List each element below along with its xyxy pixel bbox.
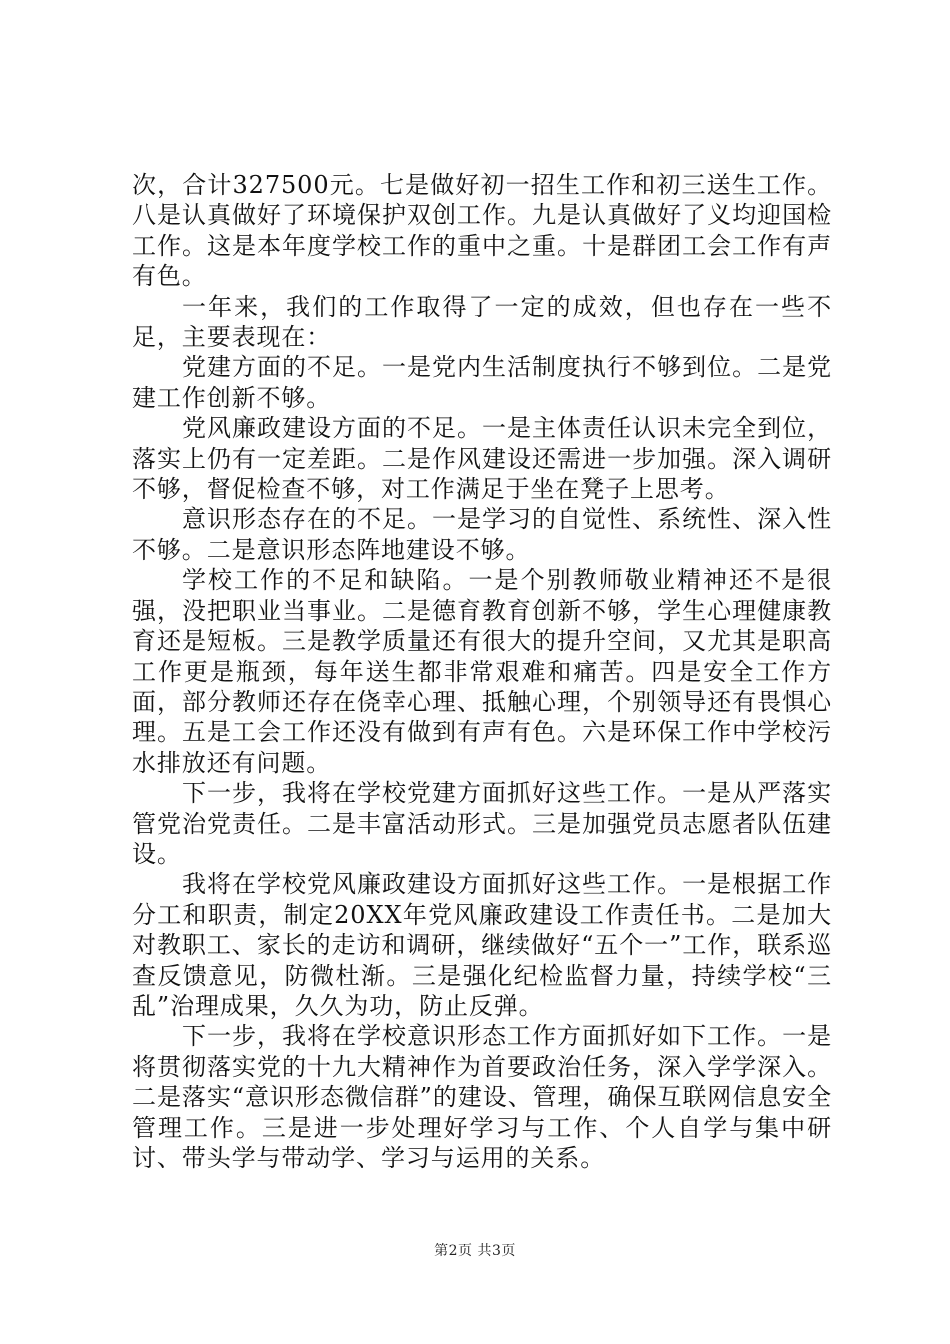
document-body — [132, 170, 832, 1173]
page-footer — [0, 1241, 950, 1261]
paragraph-ideology-plan: 下一步，我将在学校意识形态工作方面抓好如下工作。一是将贯彻落实党的十九大精神作为首要政治任务，深入学学深入。二是落实“意识形态微信群”的建设、管理，确保互联网信息安全管理工作。三是进一步处理好学习与工作、个人自学与集中研讨、带头学与带动学、学习与运用的关系。 — [132, 1022, 832, 1172]
page-number-label: 第2页 共3页 — [434, 1243, 516, 1259]
paragraph-integrity-plan: 我将在学校党风廉政建设方面抓好这些工作。一是根据工作分工和职责，制定20XX年党风廉政建设工作责任书。二是加大对教职工、家长的走访和调研，继续做好“五个一”工作，联系巡查反馈意见，防微杜渐。三是强化纪检监督力量，持续学校“三乱”治理成果，久久为功，防止反弹。 — [132, 870, 832, 1020]
paragraph-continuation: 次，合计327500元。七是做好初一招生工作和初三送生工作。八是认真做好了环境保护双创工作。九是认真做好了义均迎国检工作。这是本年度学校工作的重中之重。十是群团工会工作有声有色。 — [132, 171, 832, 291]
paragraph-summary-intro: 一年来，我们的工作取得了一定的成效，但也存在一些不足，主要表现在： — [132, 292, 832, 352]
paragraph-party-building-plan: 下一步，我将在学校党建方面抓好这些工作。一是从严落实管党治党责任。二是丰富活动形式。三是加强党员志愿者队伍建设。 — [132, 779, 832, 868]
paragraph-party-building-shortcomings: 党建方面的不足。一是党内生活制度执行不够到位。二是党建工作创新不够。 — [132, 353, 832, 412]
paragraph-school-shortcomings: 学校工作的不足和缺陷。一是个别教师敬业精神还不是很强，没把职业当事业。二是德育教育创新不够，学生心理健康教育还是短板。三是教学质量还有很大的提升空间，又尤其是职高工作更是瓶颈，每年送生都非常艰难和痛苦。四是安全工作方面，部分教师还存在侥幸心理、抵触心理，个别领导还有畏惧心理。五是工会工作还没有做到有声有色。六是环保工作中学校污水排放还有问题。 — [132, 566, 832, 777]
paragraph-ideology-shortcomings: 意识形态存在的不足。一是学习的自觉性、系统性、深入性不够。二是意识形态阵地建设不够。 — [132, 505, 832, 564]
paragraph-integrity-shortcomings: 党风廉政建设方面的不足。一是主体责任认识未完全到位，落实上仍有一定差距。二是作风建设还需进一步加强。深入调研不够，督促检查不够，对工作满足于坐在凳子上思考。 — [132, 414, 832, 504]
